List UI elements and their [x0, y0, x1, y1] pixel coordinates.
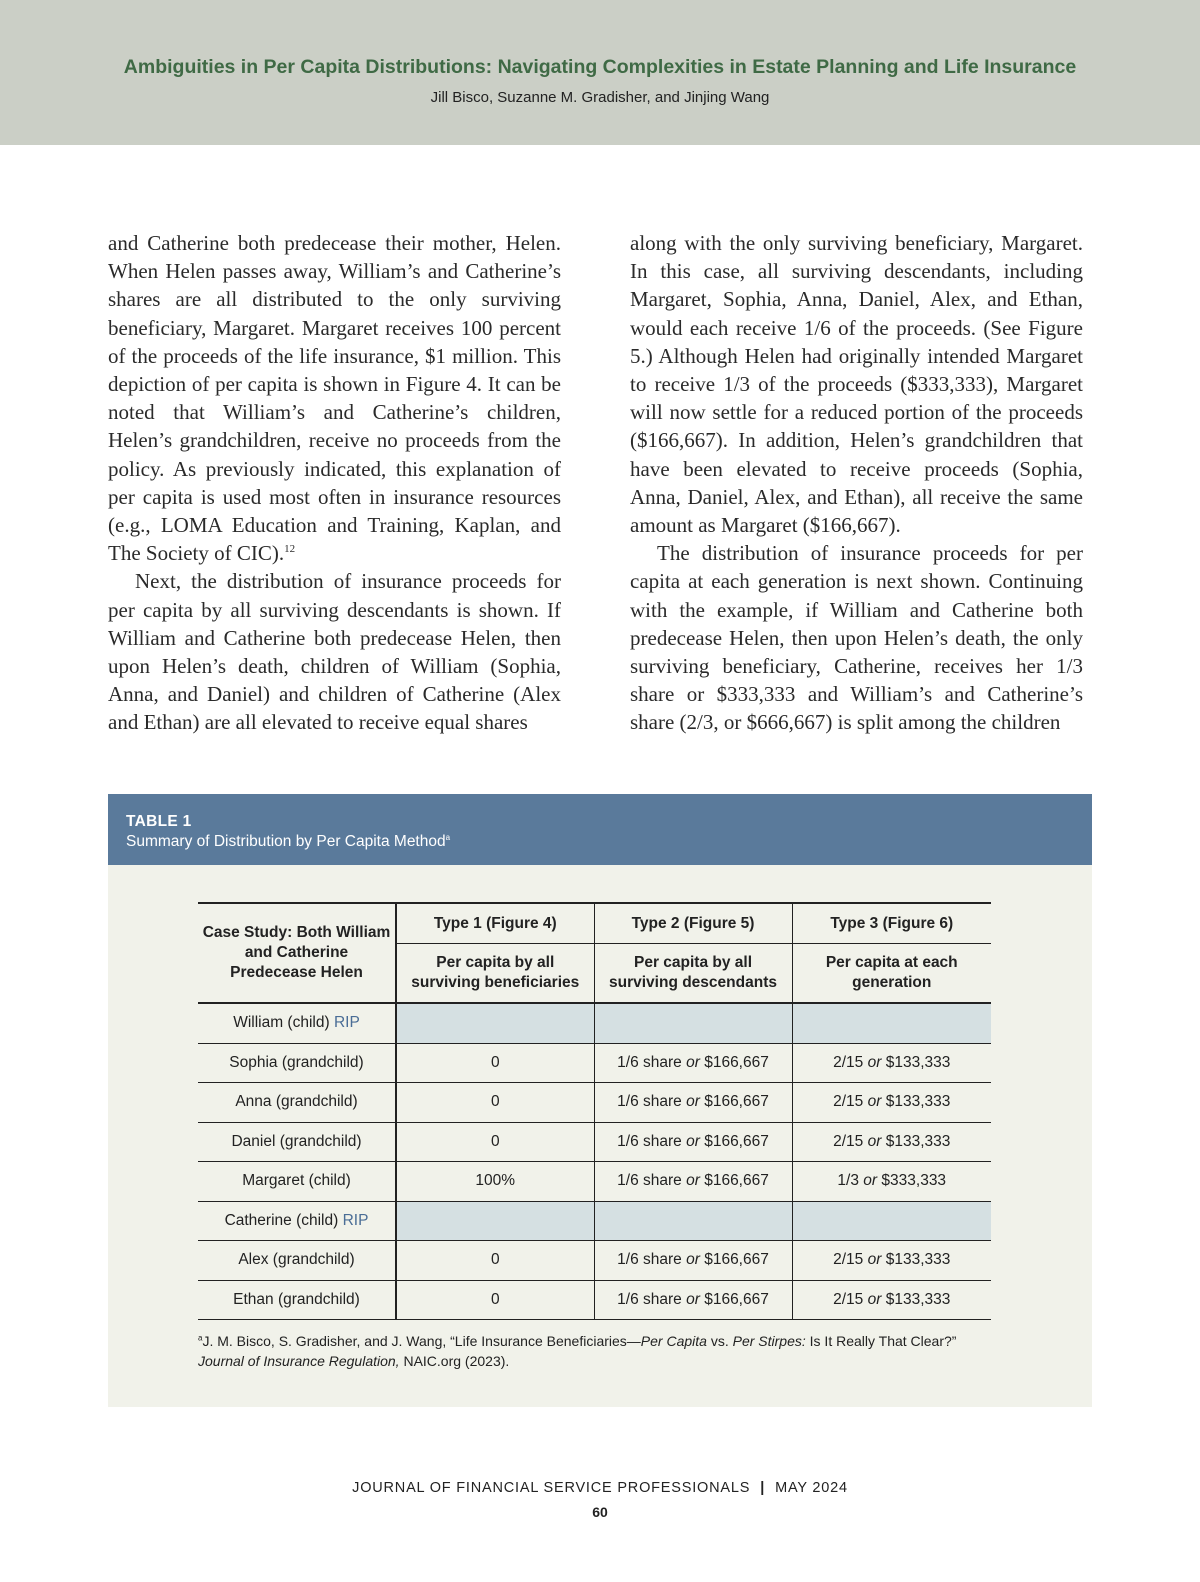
body-column-right [630, 229, 1083, 737]
method-subheader: Per capita by all surviving beneficiaries [396, 944, 594, 1003]
type3-cell: 2/15 or $133,333 [792, 1241, 991, 1281]
table-row [198, 1043, 991, 1083]
table-caption: Summary of Distribution by Per Capita Method$^a$ [126, 832, 451, 850]
type2-cell: 1/6 share or $166,667 [594, 1122, 792, 1162]
body-paragraph: and Catherine both predecease their mother, Helen. When Helen passes away, William’s and Catherine’s shares are all distributed to the only surviving beneficiary, Margaret. Margaret receives 100 percent of the proceeds of the life insurance, $1 million. This depiction of per capita is shown in Figure 4. It can be noted that William’s and Catherine’s children, Helen’s grandchildren, receive no proceeds from the policy. As previously indicated, this explanation of per capita is used most often in insurance resources (e.g., LOMA Education and Training, Kaplan, and The Society of CIC).$^{12}$ [108, 231, 561, 566]
person-cell: William (child) RIP [198, 1003, 396, 1043]
empty-cell [594, 1201, 792, 1241]
person-cell: Catherine (child) RIP [198, 1201, 396, 1241]
article-title: Ambiguities in Per Capita Distributions: Navigating Complexities in Estate Planning and Life Insurance [123, 56, 1077, 78]
caption-footnote-mark: a [445, 832, 451, 842]
table-row [198, 1280, 991, 1320]
type1-cell: 0 [396, 1083, 594, 1123]
table-row [198, 1003, 991, 1043]
type3-cell: 2/15 or $133,333 [792, 1043, 991, 1083]
article-authors: Jill Bisco, Suzanne M. Gradisher, and Jinjing Wang [430, 89, 770, 106]
method-subheader: Per capita at each generation [792, 944, 991, 1003]
footnote-ref: 12 [284, 543, 296, 556]
table-row [198, 1122, 991, 1162]
person-cell: Anna (grandchild) [198, 1083, 396, 1123]
empty-cell [396, 1003, 594, 1043]
footer-journal: JOURNAL OF FINANCIAL SERVICE PROFESSIONALS | MAY 2024 [352, 1480, 848, 1496]
person-cell: Sophia (grandchild) [198, 1043, 396, 1083]
type2-cell: 1/6 share or $166,667 [594, 1083, 792, 1123]
type3-cell: 2/15 or $133,333 [792, 1083, 991, 1123]
type-header: Type 1 (Figure 4) [396, 903, 594, 944]
type2-cell: 1/6 share or $166,667 [594, 1280, 792, 1320]
type1-cell: 0 [396, 1241, 594, 1281]
type2-cell: 1/6 share or $166,667 [594, 1162, 792, 1202]
person-cell: Daniel (grandchild) [198, 1122, 396, 1162]
table-row [198, 1241, 991, 1281]
person-cell: Alex (grandchild) [198, 1241, 396, 1281]
body-paragraph: The distribution of insurance proceeds for per capita at each generation is next shown. Continuing with the example, if William and Catherine both predecease Helen, then upon Helen’s death, the only surviving beneficiary, Catherine, receives her 1/3 share or $333,333 and William’s and Catherine’s share (2/3, or $666,667) is split among the children [630, 541, 1083, 735]
person-cell: Ethan (grandchild) [198, 1280, 396, 1320]
empty-cell [792, 1003, 991, 1043]
type-header: Type 3 (Figure 6) [792, 903, 991, 944]
body-paragraph: along with the only surviving beneficiary, Margaret. In this case, all surviving descendants, including Margaret, Sophia, Anna, Daniel, Alex, and Ethan, would each receive 1/6 of the proceeds. (See Figure 5.) Although Helen had originally intended Margaret to receive 1/3 of the proceeds ($333,333), Margaret will now settle for a reduced portion of the proceeds ($166,667). In addition, Helen’s grandchildren that have been elevated to receive proceeds (Sophia, Anna, Daniel, Alex, and Ethan), all receive the same amount as Margaret ($166,667). [630, 231, 1083, 538]
table-body [198, 1003, 991, 1320]
rip-badge: RIP [333, 1014, 360, 1032]
person-cell: Margaret (child) [198, 1162, 396, 1202]
body-column-left [108, 229, 561, 737]
distribution-table [198, 902, 991, 1320]
method-subheader: Per capita by all surviving descendants [594, 944, 792, 1003]
table-row [198, 1162, 991, 1202]
type-header: Type 2 (Figure 5) [594, 903, 792, 944]
page-number: 60 [592, 1504, 608, 1520]
empty-cell [594, 1003, 792, 1043]
rip-badge: RIP [342, 1211, 369, 1229]
table-panel [108, 794, 1092, 1407]
type2-cell: 1/6 share or $166,667 [594, 1043, 792, 1083]
table-footnote: $^a$J. M. Bisco, S. Gradisher, and J. Wang, “Life Insurance Beneficiaries—Per Capita vs. Per Stirpes: Is It Really That Clear?” Journal of Insurance Regulation, NAIC.org (2023). [198, 1333, 957, 1369]
corner-header: Case Study: Both William and Catherine Predecease Helen [198, 903, 396, 1003]
type1-cell: 0 [396, 1122, 594, 1162]
empty-cell [396, 1201, 594, 1241]
type3-cell: 2/15 or $133,333 [792, 1280, 991, 1320]
type3-cell: 2/15 or $133,333 [792, 1122, 991, 1162]
empty-cell [792, 1201, 991, 1241]
type1-cell: 100% [396, 1162, 594, 1202]
type1-cell: 0 [396, 1043, 594, 1083]
table-row [198, 1201, 991, 1241]
body-paragraph: Next, the distribution of insurance proceeds for per capita by all surviving descendants is shown. If William and Catherine both predecease Helen, then upon Helen’s death, children of William (Sophia, Anna, and Daniel) and children of Catherine (Alex and Ethan) are all elevated to receive equal shares [108, 569, 561, 735]
type3-cell: 1/3 or $333,333 [792, 1162, 991, 1202]
table-label: TABLE 1 [126, 813, 192, 830]
table-row [198, 1083, 991, 1123]
type1-cell: 0 [396, 1280, 594, 1320]
type2-cell: 1/6 share or $166,667 [594, 1241, 792, 1281]
table-header-bar [108, 794, 1092, 865]
